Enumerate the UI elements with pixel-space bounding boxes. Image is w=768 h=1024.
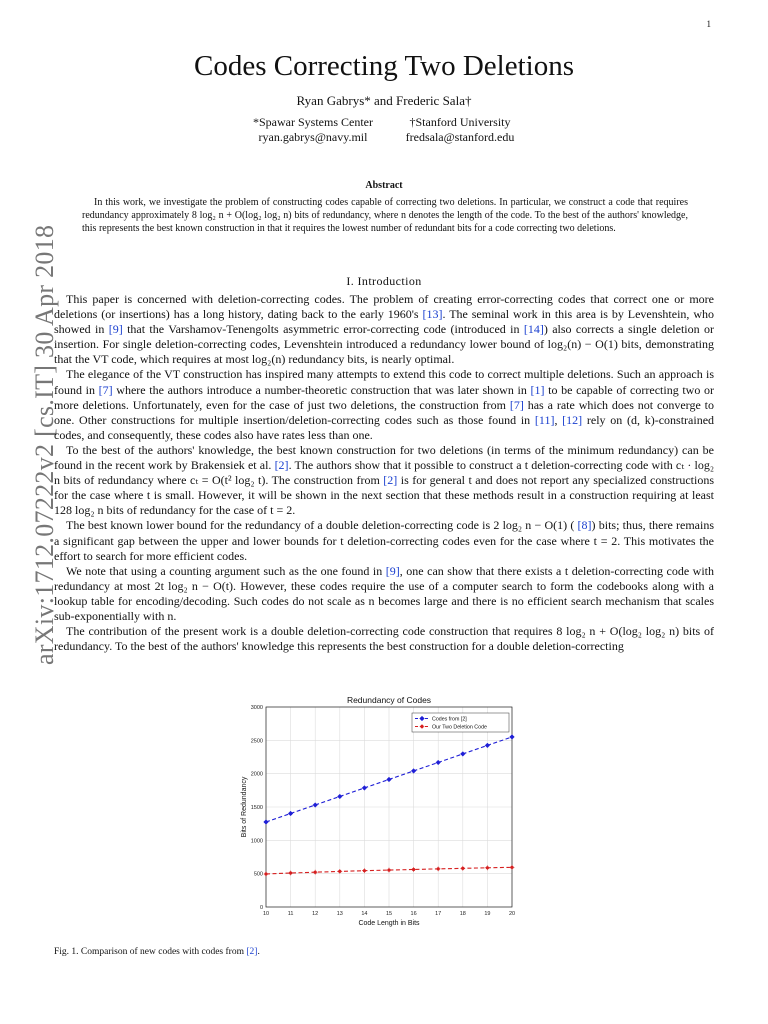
paragraph bbox=[54, 518, 714, 563]
text-run: is for general t and does not report any specialized constructions for the case where t is small. However, it will be shown in the next section that these methods result in a construction requiring at least 128 log₂ n bits of redundancy for the case of t = 2. bbox=[54, 473, 714, 518]
y-tick-label: 0 bbox=[259, 905, 263, 911]
text-run: , one can show that there exists a t deletion-correcting code with redundancy at most 2t log₂ n − O(t). However, these codes require the use of a computer search to form the codebooks along with a lookup table for encoding/decoding. Such codes do not scale as n becomes large and there is no efficient search mechanism that scales sub-exponentially with n. bbox=[54, 563, 715, 623]
chart-legend bbox=[412, 713, 509, 732]
citation-link[interactable]: [7] bbox=[509, 397, 524, 412]
legend-label: Codes from [2] bbox=[432, 716, 467, 723]
x-tick-label: 16 bbox=[410, 911, 417, 917]
citation-link[interactable]: [12] bbox=[562, 412, 583, 427]
author-list: Ryan Gabrys* and Frederic Sala† bbox=[296, 93, 472, 108]
text-run: where the authors introduce a number-theoretic construction that was later shown in bbox=[112, 382, 531, 397]
text-run: The elegance of the VT construction has inspired many attempts to extend this code to correct multiple deletions. Such an approach is found in bbox=[54, 367, 714, 397]
x-tick-label: 15 bbox=[385, 911, 393, 917]
text-run: The best known lower bound for the redundancy of a double deletion-correcting code is 2 log₂ n − O(1) ( bbox=[66, 518, 578, 533]
citation-link[interactable]: [13] bbox=[422, 307, 443, 322]
citation-link[interactable]: [2] bbox=[246, 947, 258, 957]
text-run: We note that using a counting argument such as the one found in bbox=[66, 563, 386, 578]
text-run: . bbox=[257, 947, 260, 957]
affiliation-name: †Stanford University bbox=[409, 115, 511, 129]
y-tick-label: 1000 bbox=[250, 838, 263, 845]
x-tick-label: 10 bbox=[262, 911, 270, 917]
body-text bbox=[54, 292, 714, 654]
text-run: , bbox=[554, 412, 563, 427]
paragraph bbox=[54, 367, 714, 442]
citation-link[interactable]: [14] bbox=[523, 322, 544, 337]
x-tick-label: 13 bbox=[336, 911, 343, 917]
text-run: to be capable of correcting two or more deletions. Unfortunately, even for the case of just two deletions, the construction from bbox=[54, 382, 715, 412]
text-run: . The seminal work in this area is by Levenshtein, who showed in bbox=[54, 307, 714, 337]
page-number: 1 bbox=[706, 19, 711, 29]
legend-label: Our Two Deletion Code bbox=[432, 724, 487, 731]
text-run: To the best of the authors' knowledge, the best known construction for two deletions (in terms of the minimum redundancy) can be found in the recent work by Brakensiek et al. bbox=[54, 442, 714, 473]
affiliation-name: *Spawar Systems Center bbox=[253, 115, 373, 129]
text-run: ) also corrects a single deletion or insertion. For single deletion-correcting codes, Levenshtein introduced a redundancy lower bound of log₂(n) − O(1) bits, demonstrating that the VT code, which requires at most log₂(n) redundancy bits, is nearly optimal. bbox=[54, 322, 714, 367]
chart-title: Redundancy of Codes bbox=[346, 695, 432, 705]
citation-link[interactable]: [8] bbox=[577, 518, 592, 533]
citation-link[interactable]: [2] bbox=[274, 458, 289, 473]
text-run: Fig. 1. Comparison of new codes with codes from bbox=[54, 947, 247, 957]
x-tick-label: 14 bbox=[361, 911, 368, 917]
text-run: has a rate which does not converge to one. Other constructions for multiple insertion/deletion-correcting codes such as those found in bbox=[54, 397, 714, 427]
x-tick-label: 20 bbox=[508, 911, 516, 917]
paragraph bbox=[54, 443, 714, 518]
x-tick-label: 11 bbox=[287, 911, 294, 917]
affiliation-email: fredsala@stanford.edu bbox=[405, 129, 515, 144]
text-run: rely on (d, k)-constrained codes, and consequently, these codes also have rates less than one. bbox=[54, 412, 715, 442]
citation-link[interactable]: [2] bbox=[383, 473, 398, 488]
paragraph bbox=[54, 564, 714, 624]
affiliation-2 bbox=[385, 115, 535, 144]
y-tick-label: 3000 bbox=[250, 705, 263, 711]
text-run: The contribution of the present work is a double deletion-correcting code construction that requires 8 log₂ n + O(log₂ log₂ n) bits of redundancy. To the best of the authors' knowledge this represents the best construction for a double deletion-correcting bbox=[54, 624, 714, 654]
abstract-heading: Abstract bbox=[365, 180, 403, 191]
paragraph bbox=[54, 292, 714, 367]
x-axis-label: Code Length in Bits bbox=[358, 920, 420, 927]
paper-title: Codes Correcting Two Deletions bbox=[193, 50, 575, 82]
text-run: that the Varshamov-Tenengolts asymmetric error-correcting code (introduced in bbox=[122, 322, 524, 337]
y-tick-label: 2000 bbox=[250, 771, 263, 778]
redundancy-chart bbox=[230, 690, 530, 930]
citation-link[interactable]: [9] bbox=[108, 322, 123, 337]
citation-link[interactable]: [11] bbox=[534, 412, 555, 427]
abstract-text: In this work, we investigate the problem of constructing codes capable of correcting two deletions. In particular, we construct a code that requires redundancy approximately 8 log₂ n + O(log₂ log₂ n) bits of redundancy, where n denotes the length of the code. To the best of the authors' knowledge, this represents the best known construction in that it requires the lowest number of redundant bits for a code correcting two deletions. bbox=[82, 197, 688, 235]
paragraph bbox=[54, 624, 714, 654]
section-heading: I. Introduction bbox=[346, 274, 422, 288]
figure-caption bbox=[54, 947, 260, 957]
x-tick-label: 17 bbox=[435, 911, 442, 917]
text-run: . The authors show that it possible to construct a t deletion-correcting code with cₜ · log₂ n bits of redundancy where cₜ = O(t² log₂ t). The construction from bbox=[54, 458, 715, 488]
text-run: ) bits; thus, there remains a significant gap between the upper and lower bounds for t deletion-correcting codes even for the case where t = 2. This motivates the effort to search for more efficient codes. bbox=[54, 518, 715, 563]
affiliation-email: ryan.gabrys@navy.mil bbox=[258, 129, 368, 144]
x-tick-label: 18 bbox=[459, 911, 466, 917]
text-run: This paper is concerned with deletion-correcting codes. The problem of creating error-correcting codes that correct one or more deletions (or insertions) has a long history, dating back to the early 1960's bbox=[54, 292, 714, 322]
x-tick-label: 19 bbox=[484, 911, 491, 917]
affiliation-1 bbox=[238, 115, 388, 144]
y-tick-label: 1500 bbox=[250, 805, 263, 811]
citation-link[interactable]: [1] bbox=[530, 382, 545, 397]
arxiv-identifier[interactable]: arXiv:1712.07222v2 [cs.IT] 30 Apr 2018 bbox=[30, 224, 59, 665]
citation-link[interactable]: [7] bbox=[98, 382, 113, 397]
y-tick-label: 500 bbox=[253, 871, 263, 878]
y-axis-label: Bits of Redundancy bbox=[241, 776, 248, 838]
y-tick-label: 2500 bbox=[250, 738, 263, 745]
citation-link[interactable]: [9] bbox=[385, 563, 400, 578]
x-tick-label: 12 bbox=[312, 911, 319, 917]
